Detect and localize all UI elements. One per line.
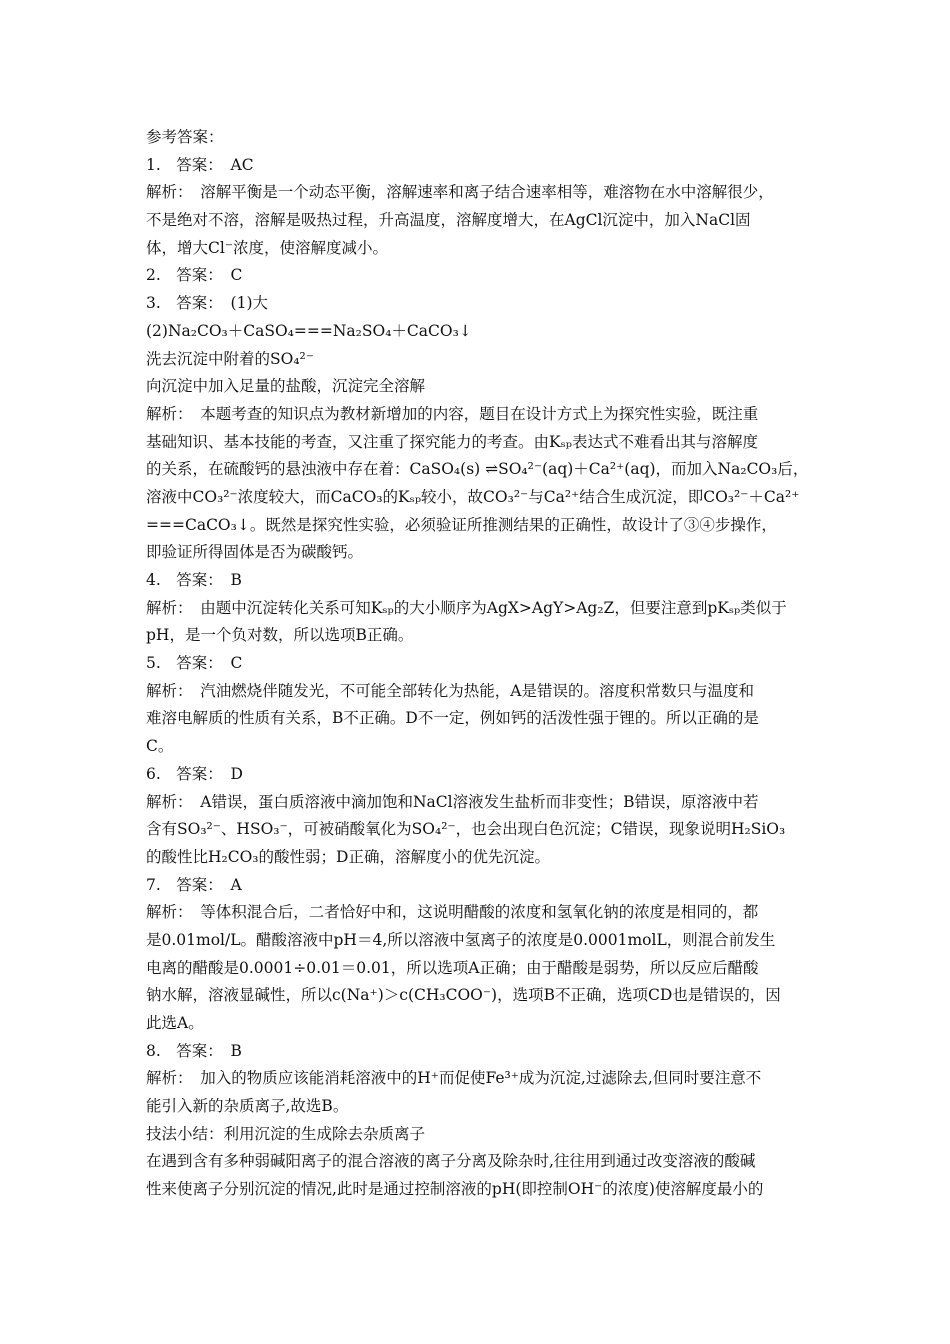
text-line: pH，是一个负对数，所以选项B正确。 — [146, 626, 414, 645]
text-line: 体，增大Cl⁻浓度，使溶解度减小。 — [146, 238, 388, 257]
text-line: (2)Na₂CO₃＋CaSO₄===Na₂SO₄＋CaCO₃↓ — [146, 321, 472, 340]
text-line: ===CaCO₃↓。既然是探究性实验，必须验证所推测结果的正确性，故设计了③④步操作， — [146, 515, 777, 534]
text-line: 解析： 本题考查的知识点为教材新增加的内容，题目在设计方式上为探究性实验，既注重 — [146, 404, 759, 423]
text-line: 在遇到含有多种弱碱阳离子的混合溶液的离子分离及除杂时,往往用到通过改变溶液的酸碱 — [146, 1152, 756, 1171]
text-line: 解析： 加入的物质应该能消耗溶液中的H⁺而促使Fe³⁺成为沉淀,过滤除去,但同时要注意不 — [146, 1069, 762, 1088]
text-line: 不是绝对不溶，溶解是吸热过程，升高温度，溶解度增大，在AgCl沉淀中，加入NaCl固 — [146, 211, 751, 230]
answer-key-text — [146, 124, 816, 1204]
text-line: 5. 答案： C — [146, 654, 243, 673]
text-line: 此选A。 — [146, 1014, 204, 1032]
text-line: 参考答案： — [146, 128, 224, 146]
text-line: 解析： 由题中沉淀转化关系可知Kₛₚ的大小顺序为AgX>AgY>Ag₂Z，但要注意到pKₛₚ类似于 — [146, 598, 787, 617]
text-line: 的关系，在硫酸钙的悬浊液中存在着：CaSO₄(s) ⇌SO₄²⁻(aq)＋Ca²⁺(aq)，而加入Na₂CO₃后， — [146, 460, 809, 479]
text-line: 含有SO₃²⁻、HSO₃⁻，可被硝酸氧化为SO₄²⁻，也会出现白色沉淀；C错误，现象说明H₂SiO₃ — [146, 820, 786, 839]
text-line: 6. 答案： D — [146, 764, 243, 783]
text-line: 7. 答案： A — [146, 875, 242, 894]
text-line: 1. 答案： AC — [146, 155, 254, 174]
text-line: 能引入新的杂质离子,故选B。 — [146, 1097, 349, 1116]
text-line: 是0.01mol/L。醋酸溶液中pH＝4,所以溶液中氢离子的浓度是0.0001molL，则混合前发生 — [146, 930, 776, 949]
text-line: 8. 答案： B — [146, 1041, 242, 1060]
text-line: 解析： 汽油燃烧伴随发光，不可能全部转化为热能，A是错误的。溶度积常数只与温度和 — [146, 681, 754, 700]
text-line: 向沉淀中加入足量的盐酸，沉淀完全溶解 — [146, 377, 426, 396]
text-line: 解析： A错误，蛋白质溶液中滴加饱和NaCl溶液发生盐析而非变性；B错误，原溶液中若 — [146, 792, 759, 811]
text-line: 性来使离子分别沉淀的情况,此时是通过控制溶液的pH(即控制OH⁻的浓度)使溶解度最小的 — [146, 1180, 764, 1199]
text-line: 技法小结：利用沉淀的生成除去杂质离子 — [146, 1124, 426, 1143]
text-line: 即验证所得固体是否为碳酸钙。 — [146, 543, 364, 562]
text-line: 电离的醋酸是0.0001÷0.01＝0.01，所以选项A正确；由于醋酸是弱势，所以反应后醋酸 — [146, 958, 759, 977]
text-line: 溶液中CO₃²⁻浓度较大，而CaCO₃的Kₛₚ较小，故CO₃²⁻与Ca²⁺结合生成沉淀，即CO₃²⁻＋Ca²⁺ — [146, 487, 800, 506]
text-line: 难溶电解质的性质有关系，B不正确。D不一定，例如钙的活泼性强于锂的。所以正确的是 — [146, 709, 759, 728]
text-line: 基础知识、基本技能的考查，又注重了探究能力的考查。由Kₛₚ表达式不难看出其与溶解度 — [146, 432, 759, 451]
text-line: 4. 答案： B — [146, 571, 242, 589]
text-line: 解析： 等体积混合后，二者恰好中和，这说明醋酸的浓度和氢氧化钠的浓度是相同的，都 — [146, 903, 759, 922]
text-line: 2. 答案： C — [146, 266, 243, 285]
text-line: 洗去沉淀中附着的SO₄²⁻ — [146, 349, 314, 368]
text-line: 的酸性比H₂CO₃的酸性弱；D正确，溶解度小的优先沉淀。 — [146, 847, 550, 866]
text-line: 3. 答案： (1)大 — [146, 294, 268, 313]
text-line: C。 — [146, 737, 174, 756]
text-line: 解析： 溶解平衡是一个动态平衡，溶解速率和离子结合速率相等，难溶物在水中溶解很少， — [146, 183, 774, 202]
text-line: 钠水解，溶液显碱性，所以c(Na⁺)＞c(CH₃COO⁻)，选项B不正确，选项CD也是错误的，因 — [146, 986, 781, 1005]
